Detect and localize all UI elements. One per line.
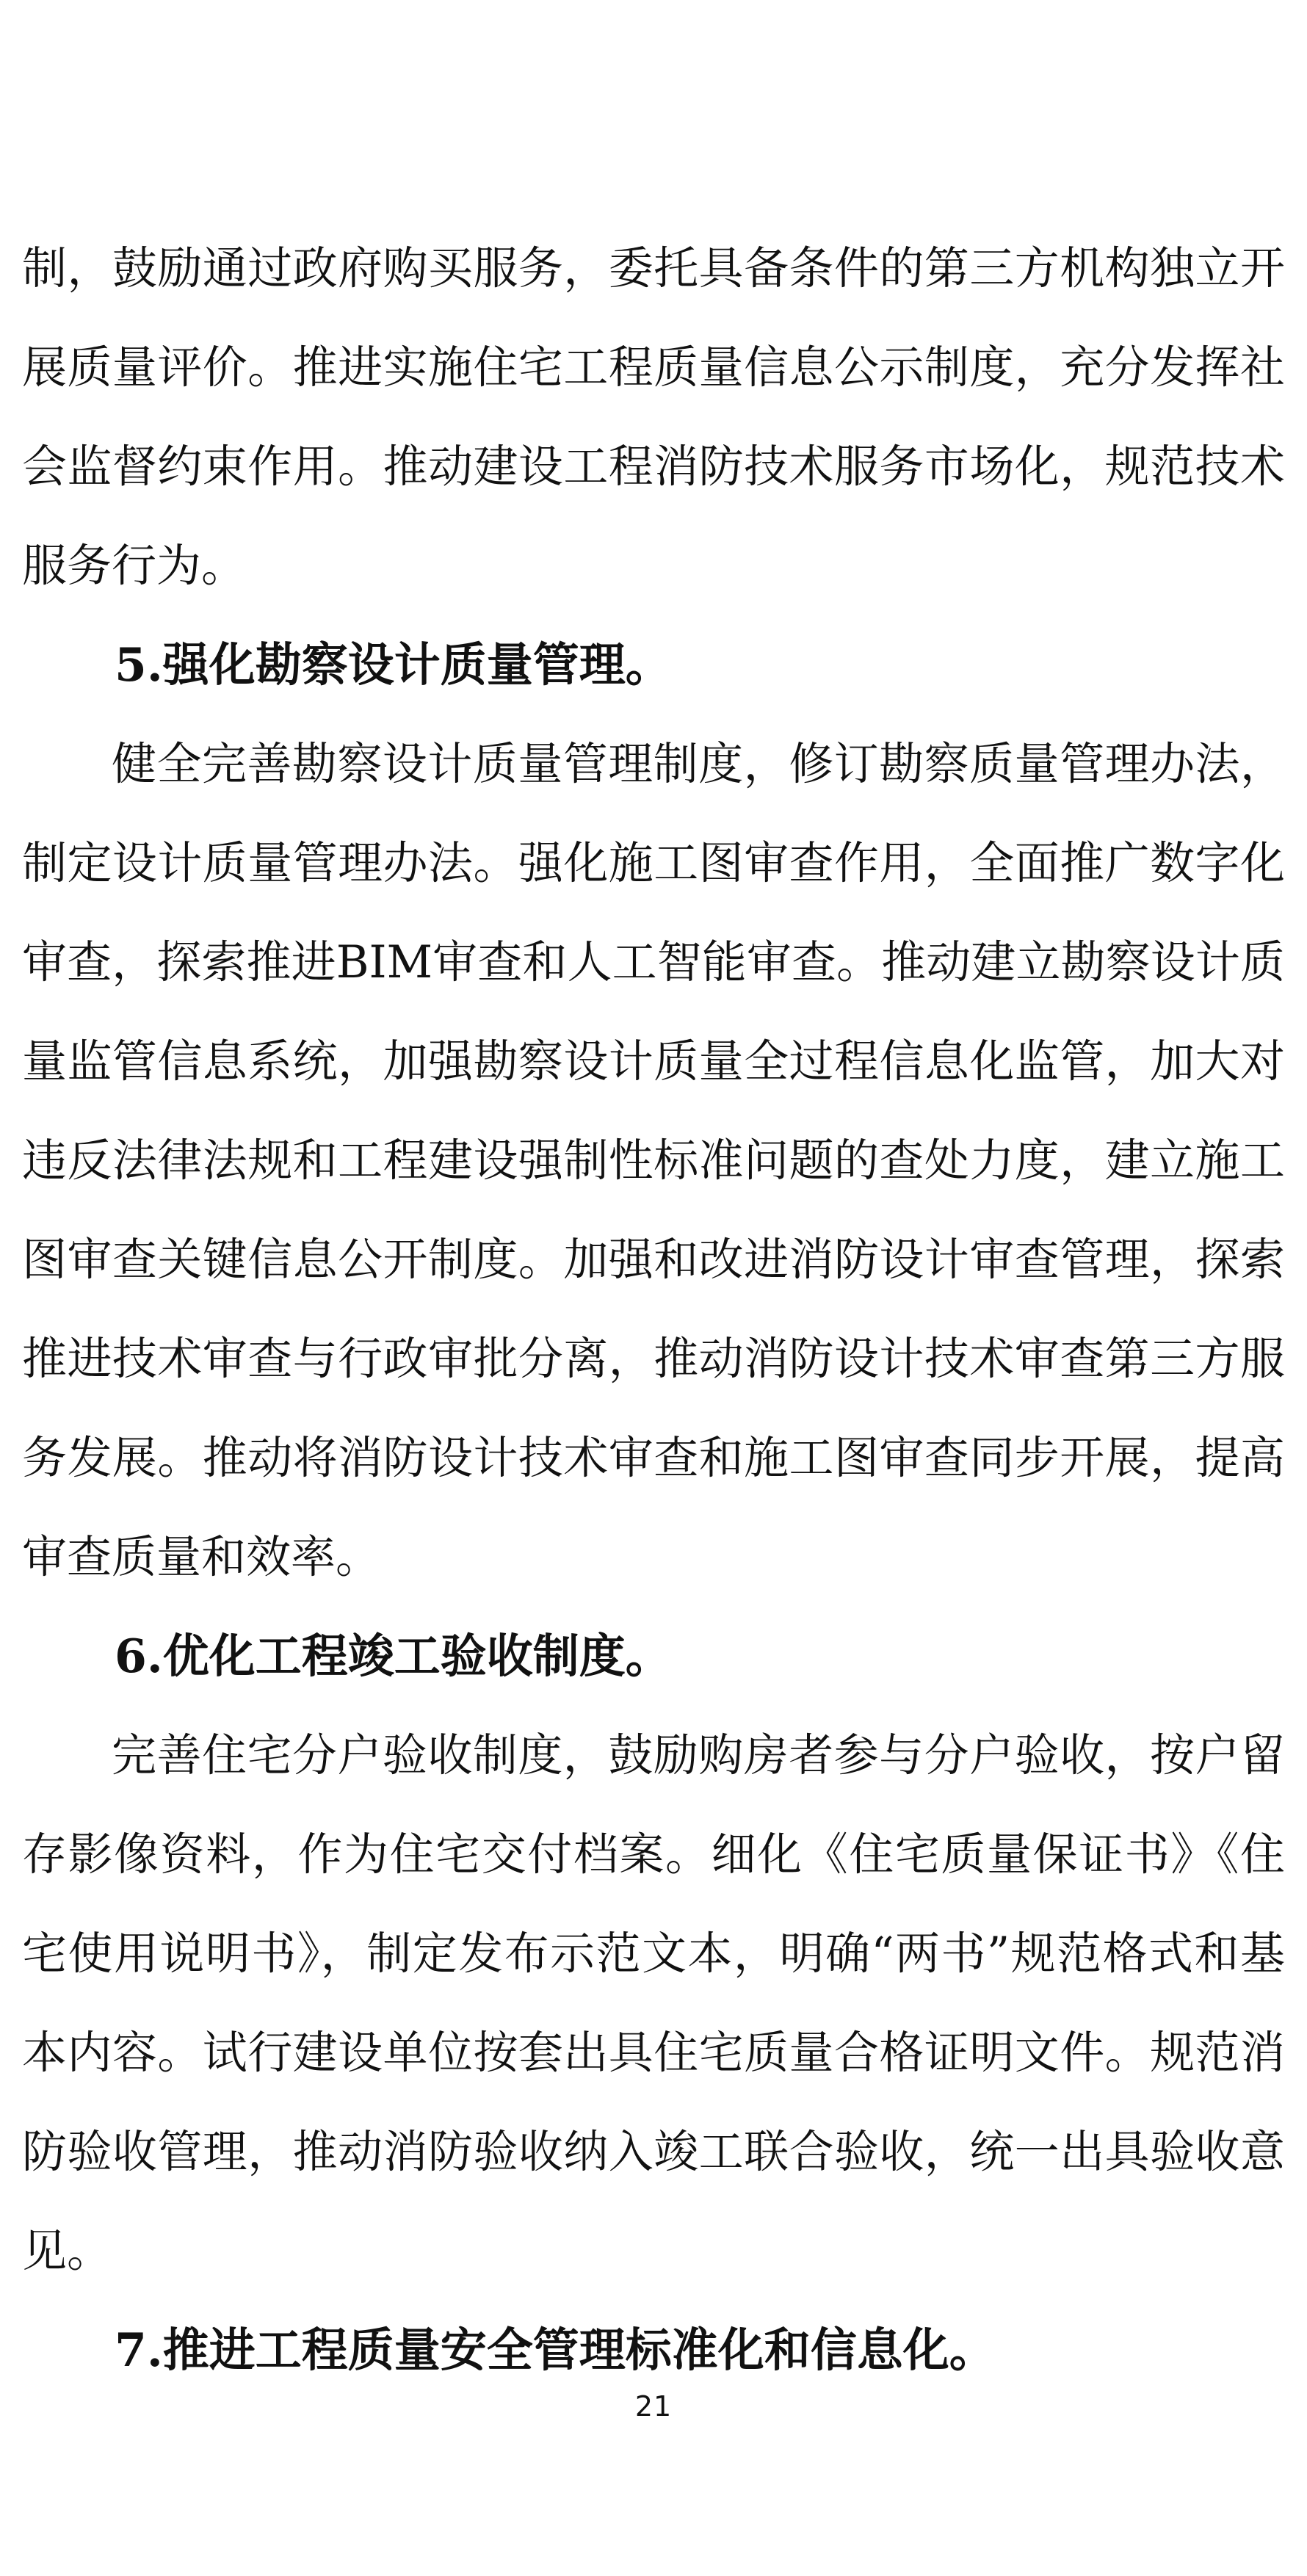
section-heading-6: 6.优化工程竣工验收制度。	[115, 1629, 672, 1683]
page-number: 21	[634, 2390, 673, 2423]
paragraph-continuation: 制，鼓励通过政府购买服务，委托具备条件的第三方机构独立开展质量评价。推进实施住宅工程质量信息公示制度，充分发挥社会监督约束作用。推动建设工程消防技术服务市场化，规范技术服务行为。	[22, 242, 1285, 592]
paragraph-completion-acceptance: 完善住宅分户验收制度，鼓励购房者参与分户验收，按户留存影像资料，作为住宅交付档案。细化《住宅质量保证书》《住宅使用说明书》，制定发布示范文本，明确“两书”规范格式和基本内容。试行建设单位按套出具住宅质量合格证明文件。规范消防验收管理，推动消防验收纳入竣工联合验收，统一出具验收意见。	[22, 1729, 1285, 2277]
section-heading-7: 7.推进工程质量安全管理标准化和信息化。	[115, 2323, 996, 2377]
document-body	[22, 219, 1285, 2400]
section-heading-5: 5.强化勘察设计质量管理。	[115, 637, 672, 692]
paragraph-survey-design-quality: 健全完善勘察设计质量管理制度，修订勘察质量管理办法，制定设计质量管理办法。强化施工图审查作用，全面推广数字化审查，探索推进BIM审查和人工智能审查。推动建立勘察设计质量监管信息系统，加强勘察设计质量全过程信息化监管，加大对违反法律法规和工程建设强制性标准问题的查处力度，建立施工图审查关键信息公开制度。加强和改进消防设计审查管理，探索推进技术审查与行政审批分离，推动消防设计技术审查第三方服务发展。推动将消防设计技术审查和施工图审查同步开展，提高审查质量和效率。	[22, 738, 1285, 1583]
